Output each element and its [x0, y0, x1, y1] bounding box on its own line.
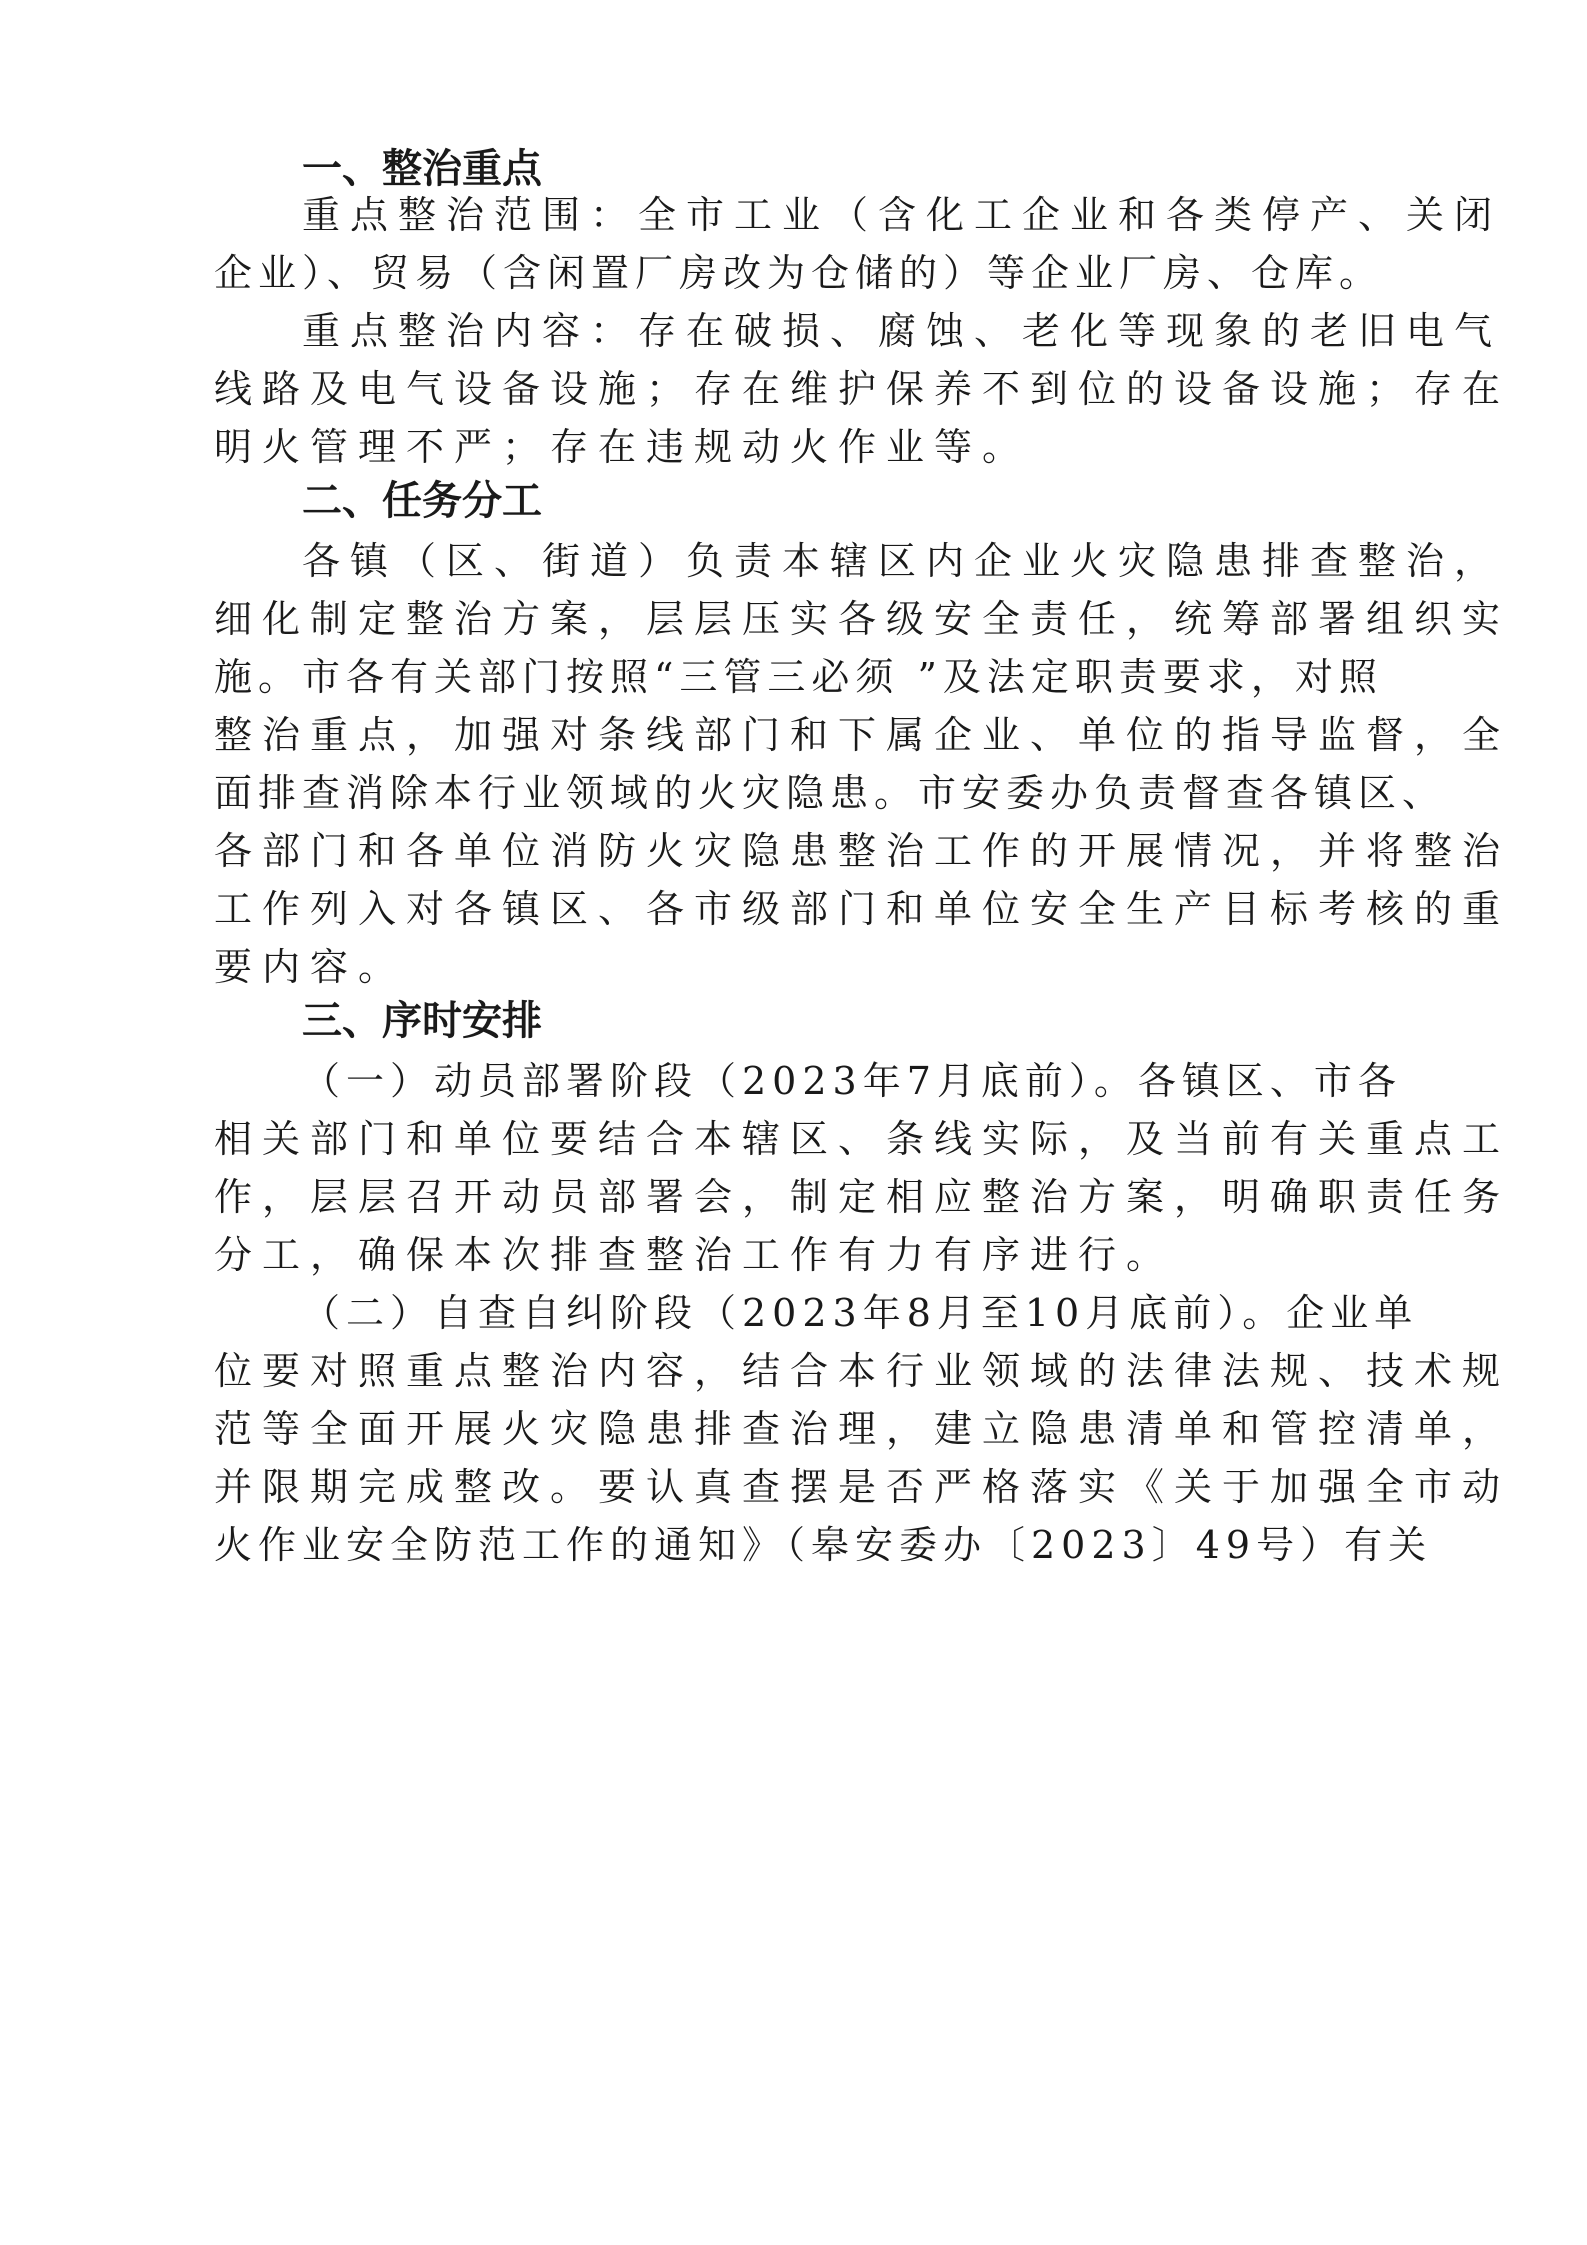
section-heading: 一、整治重点	[302, 146, 542, 192]
paragraph-line: 各镇（区、街道）负责本辖区内企业火灾隐患排查整治，	[302, 539, 1503, 583]
paragraph-line: 作，层层召开动员部署会，制定相应整治方案，明确职责任务	[214, 1175, 1511, 1219]
section-heading: 三、序时安排	[302, 998, 542, 1044]
paragraph-line: 面排查消除本行业领域的火灾隐患。市安委办负责督查各镇区、	[214, 771, 1447, 815]
paragraph-line: 分工，确保本次排查整治工作有力有序进行。	[214, 1233, 1175, 1277]
paragraph-line: 位要对照重点整治内容，结合本行业领域的法律法规、技术规	[214, 1349, 1511, 1393]
paragraph-line: 细化制定整治方案，层层压实各级安全责任，统筹部署组织实	[214, 597, 1511, 641]
paragraph-line: 火作业安全防范工作的通知》（皋安委办〔2023〕49号）有关	[214, 1523, 1433, 1567]
paragraph-line: 并限期完成整改。要认真查摆是否严格落实《关于加强全市动	[214, 1465, 1511, 1509]
paragraph-line: 线路及电气设备设施；存在维护保养不到位的设备设施；存在	[214, 367, 1511, 411]
paragraph-line: （一）动员部署阶段（2023年7月底前）。各镇区、市各	[302, 1059, 1402, 1103]
paragraph-line: 企业）、贸易（含闲置厂房改为仓储的）等企业厂房、仓库。	[214, 251, 1384, 295]
paragraph-line: 工作列入对各镇区、各市级部门和单位安全生产目标考核的重	[214, 887, 1511, 931]
paragraph-line: 重点整治内容：存在破损、腐蚀、老化等现象的老旧电气	[302, 309, 1503, 353]
paragraph-line: 整治重点，加强对条线部门和下属企业、单位的指导监督，全	[214, 713, 1511, 757]
paragraph-line: 范等全面开展火灾隐患排查治理，建立隐患清单和管控清单，	[214, 1407, 1511, 1451]
paragraph-line: 施。市各有关部门按照“三管三必须 ”及法定职责要求，对照	[214, 655, 1383, 699]
paragraph-line: 明火管理不严；存在违规动火作业等。	[214, 425, 1031, 469]
section-heading: 二、任务分工	[302, 478, 542, 524]
paragraph-line: 相关部门和单位要结合本辖区、条线实际，及当前有关重点工	[214, 1117, 1511, 1161]
paragraph-line: 重点整治范围：全市工业（含化工企业和各类停产、关闭	[302, 193, 1503, 237]
paragraph-line: 各部门和各单位消防火灾隐患整治工作的开展情况，并将整治	[214, 829, 1511, 873]
paragraph-line: 要内容。	[214, 945, 407, 989]
paragraph-line: （二）自查自纠阶段（2023年8月至10月底前）。企业单	[302, 1291, 1419, 1335]
